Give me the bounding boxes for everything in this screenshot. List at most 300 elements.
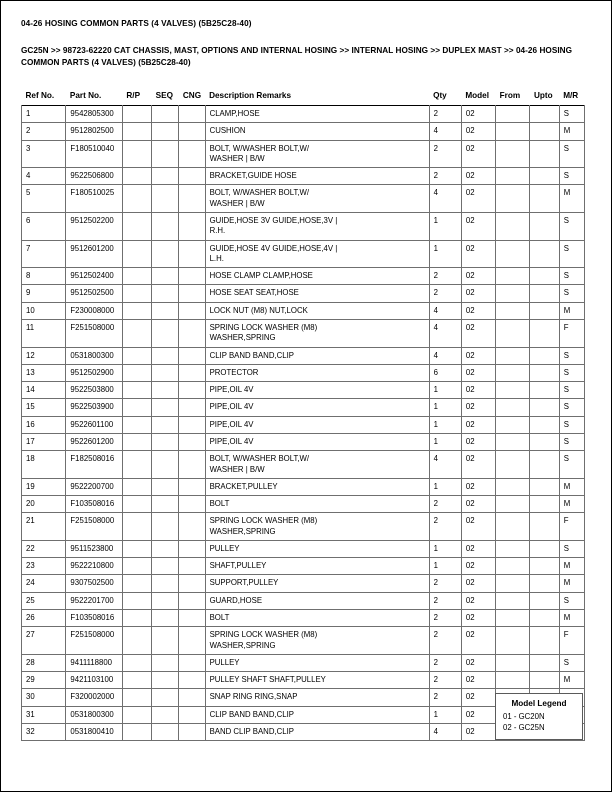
cell-cng [179,399,205,416]
column-header-cng: CNG [182,91,202,101]
table-row [22,347,585,364]
cell-description: GUARD,HOSE [205,592,429,609]
cell-description: BOLT [205,496,429,513]
cell-qty: 4 [429,302,461,319]
cell-from [496,319,530,347]
cell-qty: 2 [429,496,461,513]
cell-description: PULLEY [205,654,429,671]
cell-ref-no: 27 [22,627,66,655]
cell-part-no: 9421103100 [66,672,123,689]
column-header-mr: M/R [563,91,579,101]
cell-upto [530,399,559,416]
cell-qty: 4 [429,185,461,213]
cell-part-no: 9522503900 [66,399,123,416]
cell-cng [179,513,205,541]
cell-part-no: 0531800410 [66,724,123,741]
cell-qty: 1 [429,478,461,495]
cell-model: 02 [461,285,495,302]
cell-part-no: 9512502400 [66,268,123,285]
cell-part-no: F103508016 [66,496,123,513]
cell-cng [179,610,205,627]
cell-mr: M [559,558,584,575]
cell-ref-no: 28 [22,654,66,671]
cell-part-no: F320002000 [66,689,123,706]
cell-cng [179,106,205,123]
cell-rp [122,399,151,416]
cell-rp [122,106,151,123]
cell-upto [530,302,559,319]
cell-cng [179,706,205,723]
cell-upto [530,185,559,213]
cell-mr: S [559,364,584,381]
table-row [22,416,585,433]
cell-rp [122,478,151,495]
cell-seq [152,213,179,241]
cell-seq [152,654,179,671]
cell-model: 02 [461,451,495,479]
cell-part-no: 9522503800 [66,382,123,399]
cell-part-no: F251508000 [66,627,123,655]
cell-model: 02 [461,140,495,168]
cell-cng [179,575,205,592]
cell-part-no: 9522601100 [66,416,123,433]
column-header-qty: Qty [433,91,447,101]
cell-description: BOLT [205,610,429,627]
cell-ref-no: 25 [22,592,66,609]
model-legend-title: Model Legend [511,699,567,708]
cell-part-no: 9512601200 [66,240,123,268]
cell-cng [179,140,205,168]
cell-upto [530,575,559,592]
cell-cng [179,319,205,347]
cell-rp [122,558,151,575]
cell-description: BOLT, W/WASHER BOLT,W/ WASHER | B/W [205,451,429,479]
cell-seq [152,478,179,495]
page-title: 04-26 HOSING COMMON PARTS (4 VALVES) (5B25C28-40) [21,19,252,28]
cell-ref-no: 3 [22,140,66,168]
cell-mr: F [559,319,584,347]
cell-description: PIPE,OIL 4V [205,416,429,433]
cell-model: 02 [461,610,495,627]
column-header-ref-no: Ref No. [25,91,55,101]
cell-description: CUSHION [205,123,429,140]
cell-description: GUIDE,HOSE 3V GUIDE,HOSE,3V | R.H. [205,213,429,241]
table-row [22,140,585,168]
cell-cng [179,347,205,364]
model-legend [495,693,583,740]
cell-model: 02 [461,364,495,381]
column-header-rp: R/P [126,91,141,101]
cell-mr: M [559,185,584,213]
cell-from [496,399,530,416]
cell-description: HOSE SEAT SEAT,HOSE [205,285,429,302]
cell-qty: 2 [429,268,461,285]
cell-seq [152,513,179,541]
cell-mr: S [559,168,584,185]
cell-upto [530,513,559,541]
cell-cng [179,540,205,557]
cell-mr: S [559,268,584,285]
cell-rp [122,213,151,241]
cell-mr: M [559,496,584,513]
cell-mr: M [559,672,584,689]
cell-cng [179,213,205,241]
cell-part-no: F251508000 [66,319,123,347]
cell-seq [152,592,179,609]
cell-upto [530,496,559,513]
cell-model: 02 [461,347,495,364]
cell-upto [530,540,559,557]
cell-cng [179,558,205,575]
cell-model: 02 [461,168,495,185]
cell-rp [122,319,151,347]
cell-part-no: 9522201700 [66,592,123,609]
table-row [22,540,585,557]
cell-model: 02 [461,724,495,741]
cell-upto [530,364,559,381]
cell-qty: 4 [429,347,461,364]
cell-from [496,382,530,399]
cell-ref-no: 30 [22,689,66,706]
cell-qty: 2 [429,672,461,689]
cell-ref-no: 5 [22,185,66,213]
cell-from [496,496,530,513]
cell-from [496,140,530,168]
cell-upto [530,140,559,168]
cell-description: BOLT, W/WASHER BOLT,W/ WASHER | B/W [205,185,429,213]
cell-from [496,451,530,479]
cell-cng [179,451,205,479]
cell-model: 02 [461,496,495,513]
cell-from [496,627,530,655]
cell-seq [152,724,179,741]
cell-from [496,416,530,433]
cell-ref-no: 23 [22,558,66,575]
cell-mr: S [559,592,584,609]
column-header-seq: SEQ [155,91,173,101]
cell-ref-no: 15 [22,399,66,416]
cell-mr: M [559,123,584,140]
cell-mr: M [559,302,584,319]
cell-qty: 1 [429,540,461,557]
table-row [22,319,585,347]
cell-ref-no: 22 [22,540,66,557]
cell-part-no: 9307502500 [66,575,123,592]
cell-rp [122,610,151,627]
cell-model: 02 [461,399,495,416]
cell-from [496,540,530,557]
cell-from [496,123,530,140]
cell-ref-no: 31 [22,706,66,723]
cell-ref-no: 6 [22,213,66,241]
cell-description: LOCK NUT (M8) NUT,LOCK [205,302,429,319]
cell-rp [122,592,151,609]
cell-qty: 2 [429,140,461,168]
cell-upto [530,106,559,123]
cell-description: BAND CLIP BAND,CLIP [205,724,429,741]
cell-mr: S [559,540,584,557]
cell-model: 02 [461,213,495,241]
cell-qty: 2 [429,627,461,655]
parts-table-body [22,106,585,741]
cell-part-no: 9522601200 [66,433,123,450]
table-row [22,575,585,592]
cell-qty: 4 [429,319,461,347]
cell-part-no: F251508000 [66,513,123,541]
cell-ref-no: 14 [22,382,66,399]
cell-qty: 1 [429,382,461,399]
cell-cng [179,123,205,140]
cell-ref-no: 10 [22,302,66,319]
cell-qty: 6 [429,364,461,381]
cell-mr: S [559,285,584,302]
table-row [22,213,585,241]
cell-ref-no: 12 [22,347,66,364]
model-legend-entry-01: 01 - GC20N [503,712,545,721]
cell-qty: 2 [429,106,461,123]
column-header-upto: Upto [533,91,553,101]
cell-description: HOSE CLAMP CLAMP,HOSE [205,268,429,285]
cell-description: BRACKET,PULLEY [205,478,429,495]
cell-seq [152,451,179,479]
cell-cng [179,416,205,433]
cell-rp [122,724,151,741]
cell-part-no: 9542805300 [66,106,123,123]
cell-upto [530,382,559,399]
cell-description: PIPE,OIL 4V [205,399,429,416]
table-row [22,285,585,302]
cell-from [496,558,530,575]
cell-rp [122,185,151,213]
cell-seq [152,433,179,450]
cell-part-no: 9512802500 [66,123,123,140]
cell-cng [179,240,205,268]
cell-model: 02 [461,123,495,140]
cell-ref-no: 7 [22,240,66,268]
cell-from [496,654,530,671]
cell-seq [152,268,179,285]
cell-upto [530,627,559,655]
cell-model: 02 [461,416,495,433]
cell-mr: S [559,433,584,450]
cell-seq [152,240,179,268]
cell-description: SHAFT,PULLEY [205,558,429,575]
cell-from [496,168,530,185]
cell-qty: 1 [429,240,461,268]
cell-from [496,106,530,123]
cell-upto [530,213,559,241]
cell-from [496,364,530,381]
model-legend-entry-02: 02 - GC25N [503,722,545,732]
table-row [22,610,585,627]
cell-upto [530,433,559,450]
cell-from [496,285,530,302]
cell-mr: S [559,240,584,268]
cell-ref-no: 13 [22,364,66,381]
cell-seq [152,140,179,168]
cell-part-no: 0531800300 [66,706,123,723]
cell-rp [122,627,151,655]
cell-seq [152,319,179,347]
cell-model: 02 [461,654,495,671]
table-row [22,364,585,381]
cell-from [496,433,530,450]
cell-rp [122,654,151,671]
cell-description: SNAP RING RING,SNAP [205,689,429,706]
cell-cng [179,285,205,302]
cell-rp [122,706,151,723]
cell-rp [122,140,151,168]
cell-mr: M [559,610,584,627]
cell-qty: 1 [429,433,461,450]
cell-upto [530,319,559,347]
cell-part-no: 9512502200 [66,213,123,241]
cell-model: 02 [461,319,495,347]
cell-qty: 4 [429,451,461,479]
cell-model: 02 [461,558,495,575]
cell-model: 02 [461,240,495,268]
cell-seq [152,399,179,416]
cell-model: 02 [461,706,495,723]
cell-seq [152,627,179,655]
cell-model: 02 [461,513,495,541]
cell-model: 02 [461,672,495,689]
cell-seq [152,496,179,513]
cell-ref-no: 17 [22,433,66,450]
cell-qty: 1 [429,399,461,416]
cell-qty: 1 [429,558,461,575]
cell-from [496,347,530,364]
parts-table [21,91,585,741]
cell-ref-no: 9 [22,285,66,302]
cell-ref-no: 18 [22,451,66,479]
table-row [22,654,585,671]
cell-mr: S [559,399,584,416]
cell-model: 02 [461,478,495,495]
cell-seq [152,558,179,575]
cell-mr: S [559,347,584,364]
cell-part-no: 0531800300 [66,347,123,364]
cell-qty: 2 [429,575,461,592]
table-row [22,627,585,655]
cell-rp [122,123,151,140]
cell-ref-no: 16 [22,416,66,433]
cell-cng [179,268,205,285]
cell-mr: F [559,513,584,541]
cell-from [496,268,530,285]
cell-mr: M [559,478,584,495]
cell-part-no: 9511523800 [66,540,123,557]
cell-from [496,575,530,592]
cell-qty: 4 [429,123,461,140]
cell-rp [122,347,151,364]
cell-upto [530,592,559,609]
cell-seq [152,168,179,185]
cell-model: 02 [461,592,495,609]
cell-seq [152,285,179,302]
column-header-description: Description Remarks [209,91,292,101]
cell-upto [530,123,559,140]
cell-upto [530,416,559,433]
cell-from [496,592,530,609]
cell-cng [179,689,205,706]
cell-ref-no: 21 [22,513,66,541]
cell-rp [122,540,151,557]
table-row [22,382,585,399]
cell-part-no: 9512502500 [66,285,123,302]
cell-mr: S [559,382,584,399]
cell-qty: 1 [429,706,461,723]
cell-rp [122,451,151,479]
cell-model: 02 [461,689,495,706]
cell-ref-no: 24 [22,575,66,592]
cell-description: CLIP BAND BAND,CLIP [205,347,429,364]
cell-from [496,672,530,689]
cell-ref-no: 11 [22,319,66,347]
cell-seq [152,672,179,689]
cell-from [496,610,530,627]
cell-qty: 1 [429,213,461,241]
cell-model: 02 [461,302,495,319]
cell-qty: 2 [429,168,461,185]
cell-ref-no: 32 [22,724,66,741]
cell-seq [152,416,179,433]
table-row [22,592,585,609]
cell-mr: M [559,575,584,592]
cell-from [496,513,530,541]
cell-cng [179,185,205,213]
cell-seq [152,540,179,557]
cell-upto [530,240,559,268]
column-header-from: From [499,91,521,101]
cell-description: PULLEY SHAFT SHAFT,PULLEY [205,672,429,689]
table-row [22,558,585,575]
cell-seq [152,382,179,399]
cell-description: PROTECTOR [205,364,429,381]
cell-seq [152,347,179,364]
cell-rp [122,364,151,381]
cell-cng [179,496,205,513]
cell-seq [152,185,179,213]
cell-rp [122,382,151,399]
table-row [22,168,585,185]
table-row [22,672,585,689]
cell-upto [530,168,559,185]
cell-qty: 1 [429,416,461,433]
cell-upto [530,672,559,689]
cell-upto [530,654,559,671]
cell-part-no: 9512502900 [66,364,123,381]
cell-model: 02 [461,627,495,655]
cell-description: CLAMP,HOSE [205,106,429,123]
cell-from [496,213,530,241]
cell-model: 02 [461,433,495,450]
cell-cng [179,627,205,655]
page-content [1,1,611,741]
cell-qty: 2 [429,610,461,627]
cell-cng [179,382,205,399]
cell-rp [122,672,151,689]
cell-part-no: F103508016 [66,610,123,627]
cell-ref-no: 29 [22,672,66,689]
table-row [22,451,585,479]
cell-rp [122,416,151,433]
cell-model: 02 [461,382,495,399]
table-header-row [22,91,585,106]
table-row [22,433,585,450]
cell-part-no: 9522506800 [66,168,123,185]
cell-description: GUIDE,HOSE 4V GUIDE,HOSE,4V | L.H. [205,240,429,268]
